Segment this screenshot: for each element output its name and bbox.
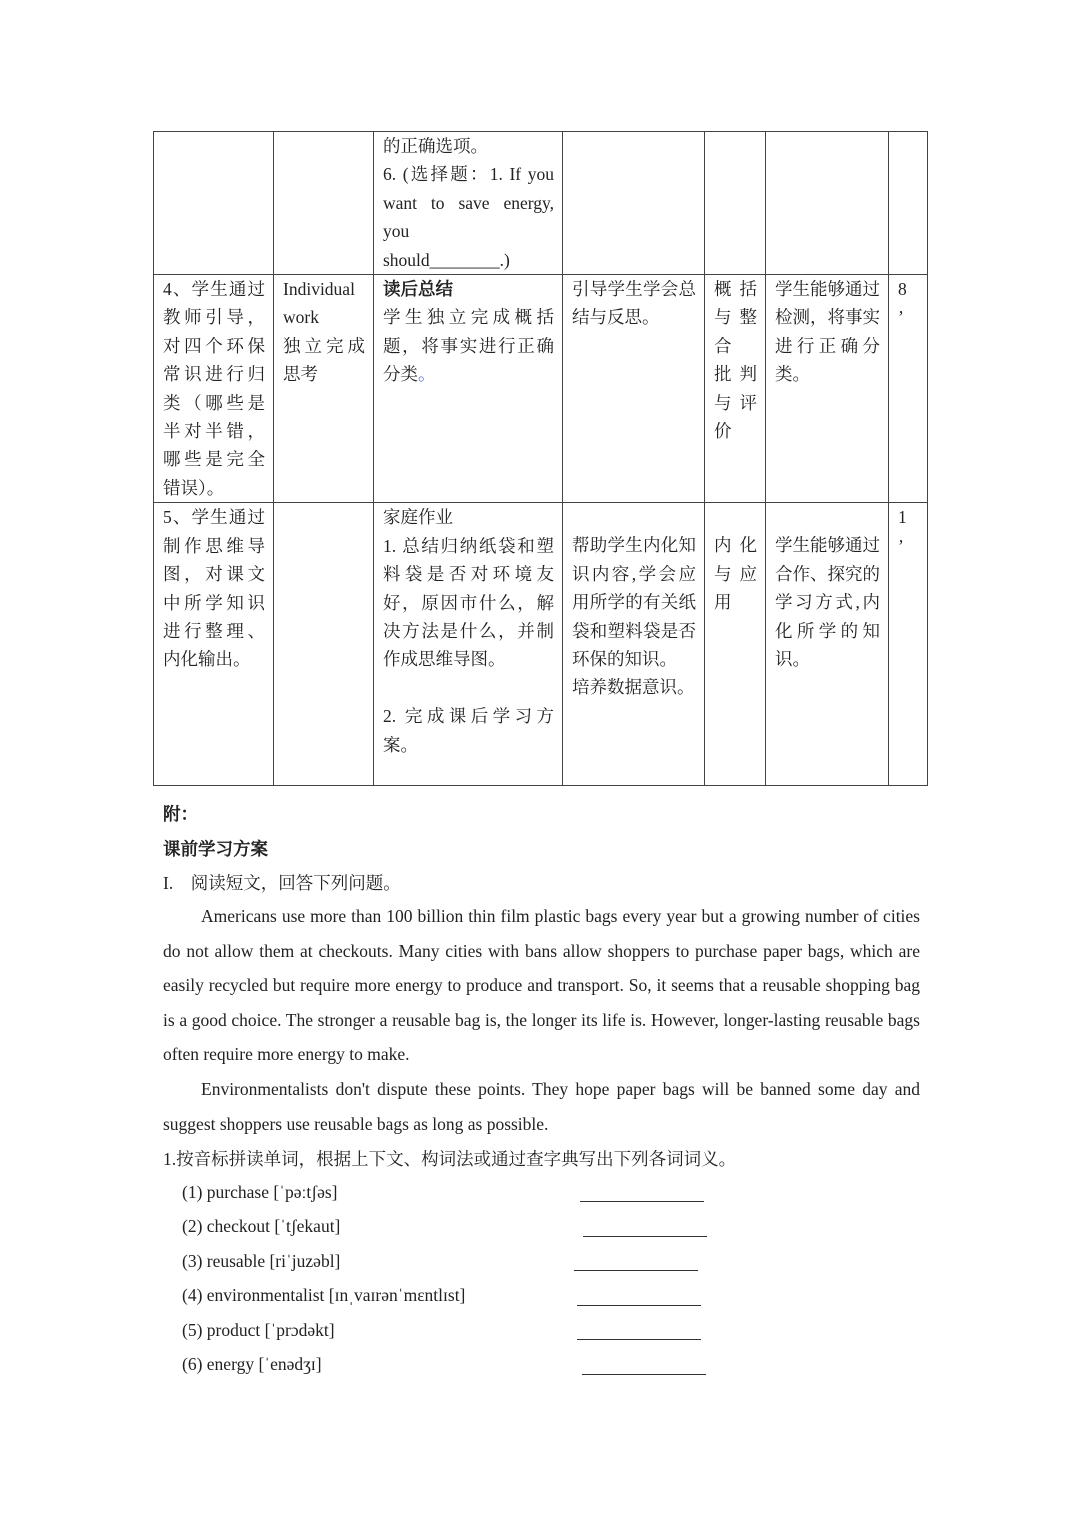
answer-blank[interactable] [583,1236,707,1237]
vocab-question: 1.按音标拼读单词，根据上下文、构词法或通过查字典写出下列各词词义。 [163,1149,737,1169]
table-row [154,275,928,503]
table-cell: 帮助学生内化知识内容,学会应用所学的有关纸袋和塑料袋是否环保的知识。 培养数据意识。 [563,503,705,786]
appendix-title: 课前学习方案 [163,839,268,859]
activity-body: 学生独立完成概括题，将事实进行正确分类 [383,307,554,385]
vocab-item: (5) product [ˈprɔdəkt] [182,1320,335,1340]
table-cell [766,132,889,275]
table-cell [274,503,374,786]
vocab-item: (2) checkout [ˈtʃekaut] [182,1216,341,1236]
vocab-item: (3) reusable [riˈjuzəbl] [182,1251,341,1271]
table-cell [274,132,374,275]
table-cell [705,132,766,275]
table-cell: 概括与整合 批判与评价 [705,275,766,503]
table-cell: 的正确选项。 6. (选择题：1. If you want to save energy, you should________.) [374,132,563,275]
answer-blank[interactable] [582,1374,706,1375]
answer-blank[interactable] [577,1339,701,1340]
table-cell: 家庭作业 1. 总结归纳纸袋和塑料袋是否对环境友好，原因市什么，解决方法是什么，并制作成思维导图。 2. 完成课后学习方案。 [374,503,563,786]
vocab-item: (1) purchase [ˈpəːtʃəs] [182,1182,338,1202]
paragraph: Americans use more than 100 billion thin film plastic bags every year but a growing number of cities do not allow them at checkouts. Many cities with bans allow shoppers to purchase paper bags, which are easily recycled but require more energy to produce and transport. So, it seems that a reusable shopping bag is a good choice. The stronger a reusable bag is, the longer its life is. However, longer-lasting reusable bags often require more energy to make. [163,906,920,1065]
paragraph: Environmentalists don't dispute these points. They hope paper bags will be banned some day and suggest shoppers use reusable bags as long as possible. [163,1078,920,1134]
table-row [154,503,928,786]
table-cell [563,132,705,275]
activity-end: 。 [418,364,436,385]
table-cell: 学生能够通过检测，将事实进行正确分类。 [766,275,889,503]
lesson-plan-table [153,131,928,786]
appendix-label: 附： [163,804,198,824]
table-row [154,132,928,275]
answer-blank[interactable] [574,1270,698,1271]
answer-blank[interactable] [577,1305,701,1306]
table-cell [374,275,563,503]
table-cell [889,132,928,275]
table-cell: 引导学生学会总结与反思。 [563,275,705,503]
table-cell: 4、学生通过教师引导，对四个环保常识进行归类（哪些是半对半错，哪些是完全错误）。 [154,275,274,503]
vocab-item: (4) environmentalist [ɪnˌvaɪrənˈmɛntlɪst] [182,1285,466,1305]
vocab-item: (6) energy [ˈenədʒɪ] [182,1354,322,1374]
reading-passage [163,899,920,1141]
answer-blank[interactable] [580,1201,704,1202]
table-cell: Individual work 独立完成思考 [274,275,374,503]
table-cell: 学生能够通过合作、探究的学习方式,内化所学的知识。 [766,503,889,786]
table-cell: 内化与应用 [705,503,766,786]
table-cell: 5、学生通过制作思维导图，对课文中所学知识进行整理、内化输出。 [154,503,274,786]
section-heading: I. 阅读短文，回答下列问题。 [163,873,401,893]
table-cell [154,132,274,275]
activity-title: 读后总结 [383,279,453,300]
table-cell: 1 ’ [889,503,928,786]
table-cell: 8 ’ [889,275,928,503]
